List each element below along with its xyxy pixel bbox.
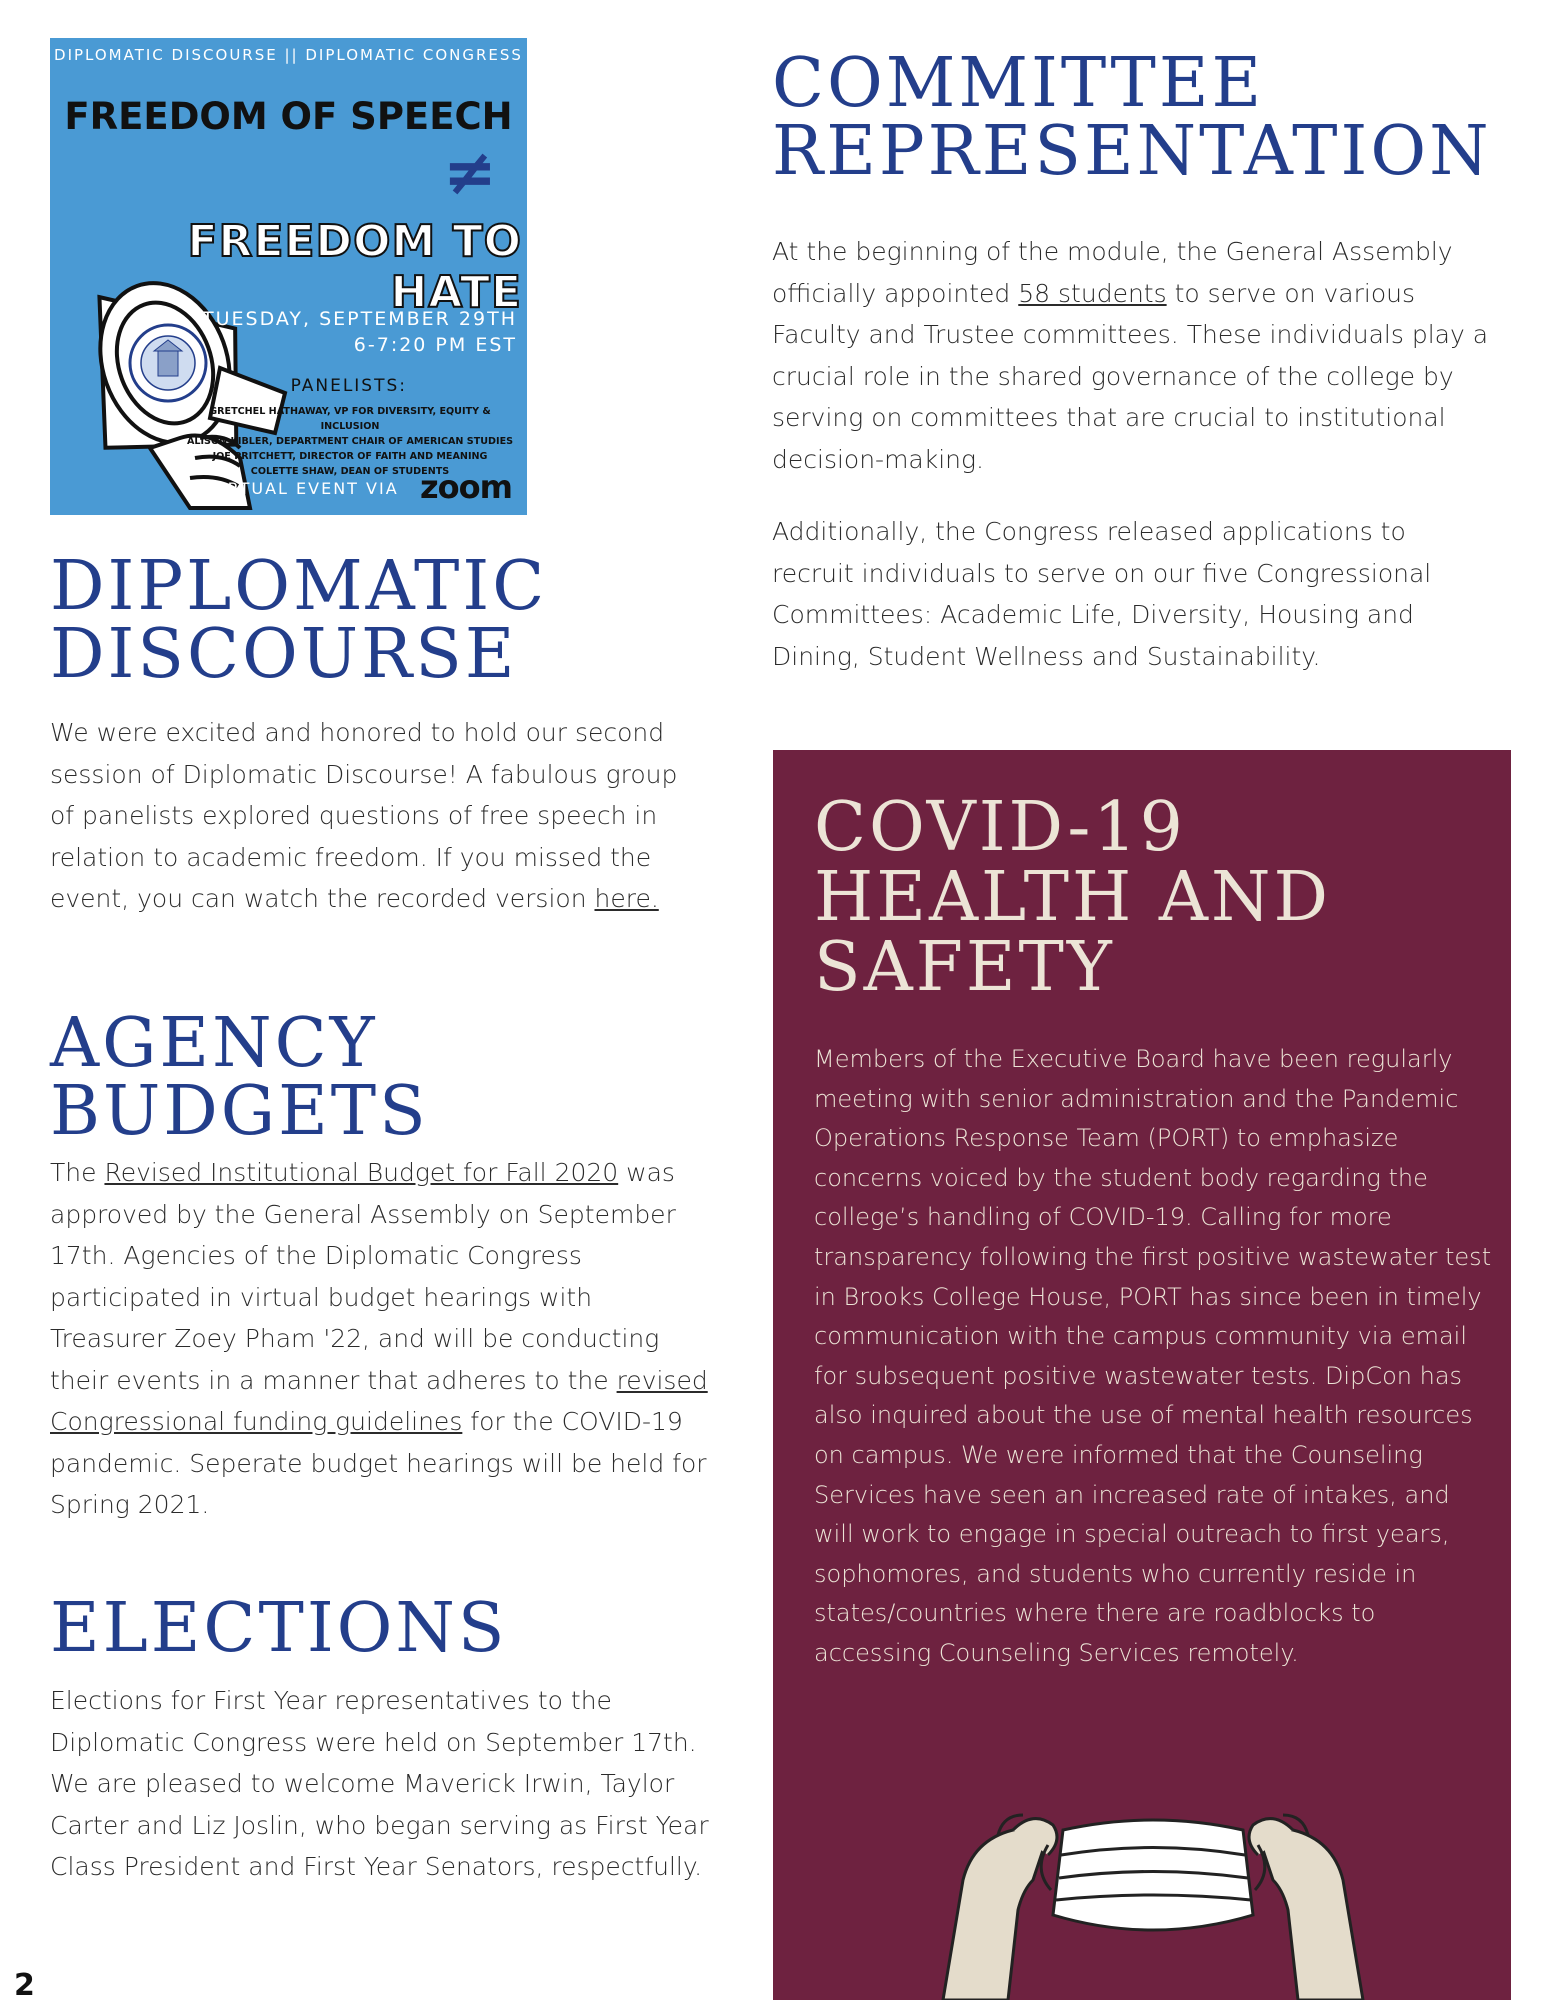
funding-guidelines-link[interactable]: revised Congressional funding guidelines	[50, 1365, 708, 1436]
poster-title-line1: FREEDOM OF SPEECH	[64, 95, 513, 138]
page-number: 2	[14, 1968, 35, 2003]
heading-line: COVID-19	[814, 788, 1186, 867]
poster-panelists-heading: PANELISTS:	[290, 376, 407, 396]
heading-line: COMMITTEE	[772, 44, 1265, 123]
paragraph-text: At the beginning of the module, the General Assembly officially appointed	[772, 237, 1453, 308]
diplomatic-discourse-heading	[50, 547, 548, 694]
covid-heading	[814, 788, 1332, 1007]
heading-line: REPRESENTATION	[772, 112, 1492, 191]
paragraph-text: We were excited and honored to hold our second session of Diplomatic Discourse! A fabulous group of panelists explored questions of free speech in relation to academic freedom. If you missed the event, you can watch the recorded version	[50, 718, 678, 913]
panelist-item: JOE PRITCHETT, DIRECTOR OF FAITH AND MEANING	[212, 451, 488, 462]
not-equal-icon: ≠	[443, 136, 497, 210]
paragraph-text: for the COVID-19 pandemic. Seperate budget hearings will be held for Spring 2021.	[50, 1407, 707, 1519]
panelist-item: COLETTE SHAW, DEAN OF STUDENTS	[250, 466, 450, 477]
face-mask-illustration	[923, 1770, 1383, 2000]
recording-link[interactable]: here.	[594, 884, 659, 913]
58-students-link[interactable]: 58 students	[1018, 278, 1167, 308]
heading-line: SAFETY	[814, 928, 1115, 1007]
paragraph-text: to serve on various Faculty and Trustee committees. These individuals play a crucial role in the shared governance of the college by serving on committees that are crucial to institutional decision-making.	[772, 278, 1489, 474]
heading-line: BUDGETS	[50, 1072, 429, 1151]
heading-line: DISCOURSE	[50, 615, 518, 694]
agency-budgets-heading	[50, 1004, 429, 1151]
committee-representation-paragraph-1	[772, 231, 1492, 480]
panelist-item: GRETCHEL HATHAWAY, VP FOR DIVERSITY, EQUITY & INCLUSION	[209, 406, 491, 432]
covid-text: Members of the Executive Board have been regularly meeting with senior administration and the Pandemic Operations Response Team (PORT) to emphasize concerns voiced by the student body regarding the college’s handling of COVID-19. Calling for more transparency following the first positive wastewater test in Brooks College House, PORT has since been in timely communication with the campus community via email for subsequent positive wastewater tests. DipCon has also inquired about the use of mental health resources on campus. We were informed that the Counseling Services have seen an increased rate of intakes, and will work to engage in special outreach to first years, sophomores, and students who currently reside in states/countries where there are roadblocks to accessing Counseling Services remotely.	[814, 1045, 1492, 1667]
poster-virtual-label: VIRTUAL EVENT VIA	[208, 479, 399, 498]
agency-budgets-text	[50, 1152, 710, 1526]
committee-representation-heading	[772, 44, 1492, 191]
heading-line: AGENCY	[50, 1004, 378, 1083]
elections-heading: ELECTIONS	[50, 1589, 508, 1668]
panelist-item: ALISON KIBLER, DEPARTMENT CHAIR OF AMERICAN STUDIES	[186, 436, 514, 447]
poster-date-line2: 6-7:20 PM EST	[353, 334, 517, 356]
heading-line: DIPLOMATIC	[50, 547, 548, 626]
diplomatic-discourse-text	[50, 712, 690, 920]
paragraph-text: The	[50, 1158, 105, 1187]
paragraph-text: was approved by the General Assembly on September 17th. Agencies of the Diplomatic Congress participated in virtual budget hearings with Treasurer Zoey Pham '22, and will be conducting their events in a manner that adheres to the	[50, 1158, 676, 1395]
poster-title-line2: FREEDOM TO HATE	[187, 216, 522, 318]
zoom-logo: zoom	[420, 468, 512, 506]
covid-section	[773, 750, 1511, 2000]
heading-line: HEALTH AND	[814, 858, 1332, 937]
poster-date-line1: TUESDAY, SEPTEMBER 29TH	[202, 308, 517, 330]
poster-topline: DIPLOMATIC DISCOURSE || DIPLOMATIC CONGRESS	[54, 46, 523, 64]
elections-text: Elections for First Year representatives to the Diplomatic Congress were held on September 17th. We are pleased to welcome Maverick Irwin, Taylor Carter and Liz Joslin, who began serving as First Year Class President and First Year Senators, respectfully.	[50, 1686, 709, 1881]
institutional-budget-link[interactable]: Revised Institutional Budget for Fall 2020	[104, 1158, 619, 1187]
poster-date	[202, 306, 517, 358]
event-poster	[50, 38, 527, 515]
committee-representation-paragraph-2: Additionally, the Congress released applications to recruit individuals to serve on our five Congressional Committees: Academic Life, Diversity, Housing and Dining, Student Wellness and Sustainability.	[772, 517, 1432, 671]
